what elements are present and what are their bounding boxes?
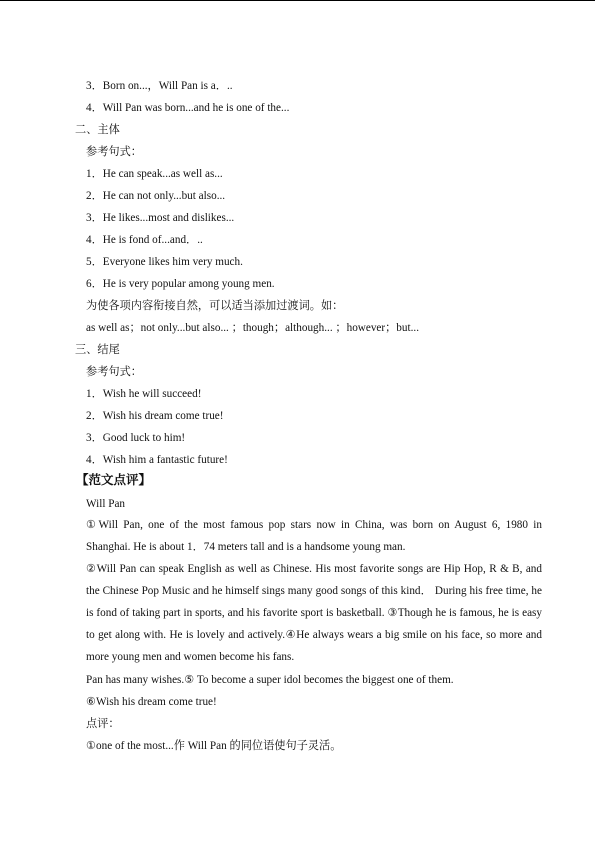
essay-paragraph-3: Pan has many wishes.⑤ To become a super idol becomes the biggest one of them. — [86, 674, 454, 686]
essay-paragraph-1-line-2: Shanghai. He is about 1．74 meters tall and is a handsome young man. — [86, 541, 406, 553]
section-title-body: 二、主体 — [75, 124, 120, 136]
comment-item: ①one of the most...作 Will Pan 的同位语使句子灵活。 — [86, 740, 342, 752]
sample-essay-heading: 【范文点评】 — [76, 472, 152, 487]
intro-item-4: 4．Will Pan was born...and he is one of the... — [86, 102, 290, 114]
list-item: 2．Wish his dream come true! — [86, 410, 224, 422]
transition-note: 为使各项内容衔接自然，可以适当添加过渡词。如： — [86, 300, 344, 312]
list-item: 3．Good luck to him! — [86, 432, 186, 444]
connectors-list: as well as；not only...but also... ；though；although... ；however；but... — [86, 322, 419, 334]
reference-label: 参考句式： — [86, 146, 142, 158]
comment-label: 点评： — [86, 718, 120, 730]
intro-item-3: 3．Born on...，Will Pan is a．.. — [86, 80, 233, 92]
list-item: 1．He can speak...as well as... — [86, 168, 223, 180]
list-item: 4．He is fond of...and．.. — [86, 234, 203, 246]
essay-paragraph-1-line-1: ①Will Pan, one of the most famous pop stars now in China, was born on August 6, 1980 in — [86, 519, 542, 531]
essay-paragraph-1 — [86, 514, 542, 558]
list-item: 4．Wish him a fantastic future! — [86, 454, 228, 466]
essay-title: Will Pan — [86, 498, 126, 510]
essay-paragraph-2: ②Will Pan can speak English as well as Chinese. His most favorite songs are Hip Hop, R & B, and the Chinese Pop Music and he himself sings many good songs of this kind． During his free time, he is fond of taking part in sports, and his favorite sport is basketball. ③Though he is famous, he is easy to get along with. He is lovely and actively.④He always wears a big smile on his face, so more and more young men and women become his fans. — [86, 563, 542, 663]
essay-paragraph-4: ⑥Wish his dream come true! — [86, 696, 217, 708]
list-item: 1．Wish he will succeed! — [86, 388, 202, 400]
list-item: 6．He is very popular among young men. — [86, 278, 275, 290]
page-top-border — [0, 0, 595, 1]
section-title-ending: 三、结尾 — [75, 344, 120, 356]
reference-label: 参考句式： — [86, 366, 142, 378]
list-item: 5．Everyone likes him very much. — [86, 256, 243, 268]
list-item: 3．He likes...most and dislikes... — [86, 212, 235, 224]
list-item: 2．He can not only...but also... — [86, 190, 226, 202]
